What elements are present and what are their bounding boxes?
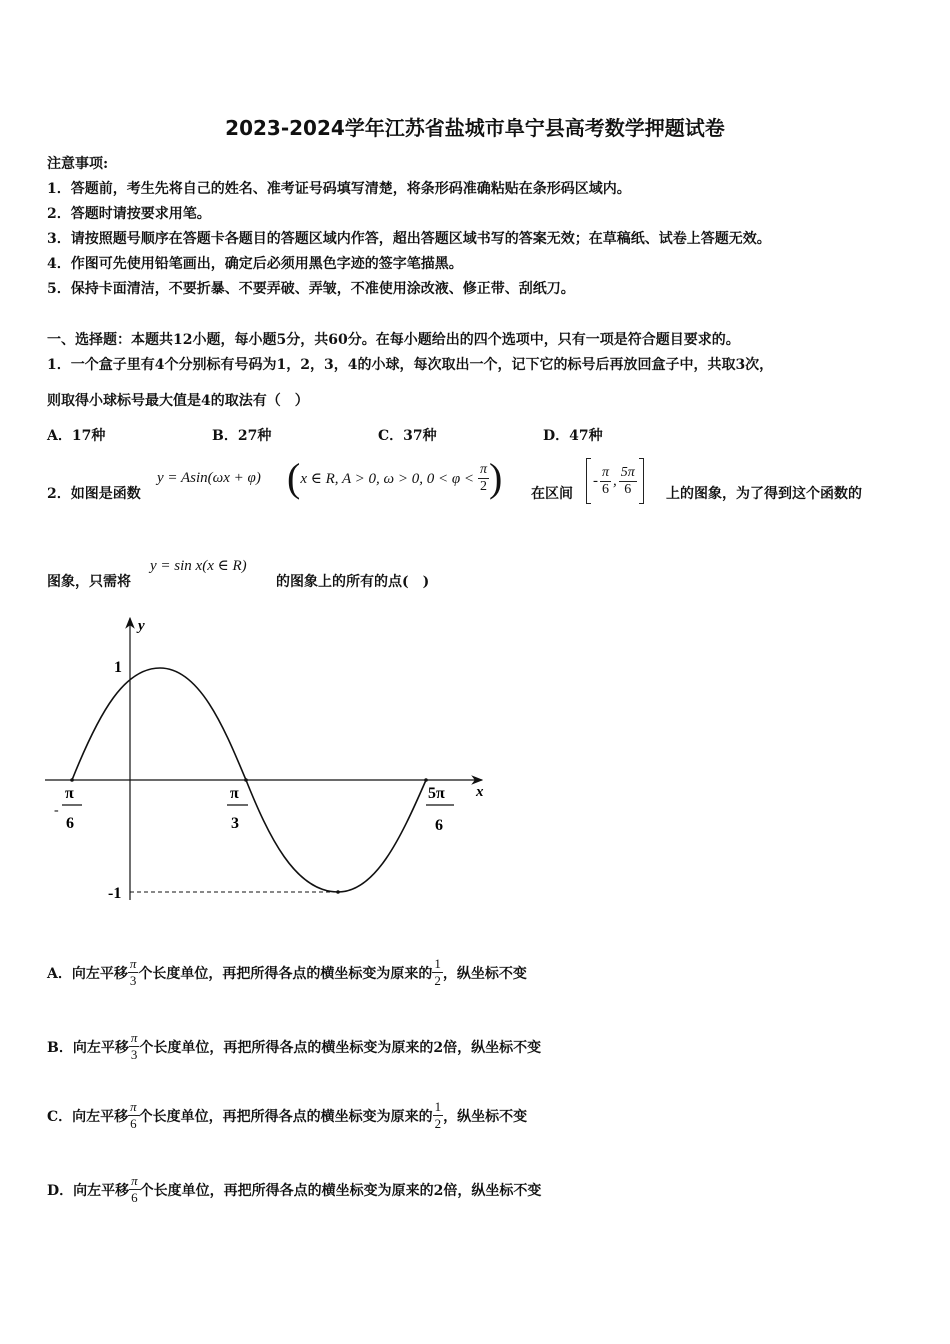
section-heading: 一、选择题：本题共12小题，每小题5分，共60分。在每小题给出的四个选项中，只有一项是符合题目要求的。 bbox=[47, 332, 740, 348]
option-text-end: ，纵坐标不变 bbox=[443, 1108, 528, 1125]
q2-function: y = Asin(ωx + φ) bbox=[157, 470, 261, 486]
fraction-denominator: 2 bbox=[480, 478, 487, 494]
q2-condition-fraction bbox=[478, 462, 489, 495]
fraction-denominator: 6 bbox=[130, 1116, 137, 1131]
interval-left-fraction bbox=[600, 465, 611, 498]
fraction-denominator: 6 bbox=[602, 481, 609, 497]
tick-label-1: 1 bbox=[114, 659, 122, 676]
option-text-end: ，纵坐标不变 bbox=[442, 965, 527, 982]
option-text: 个长度单位，再把所得各点的横坐标变为原来的2倍，纵坐标不变 bbox=[139, 1039, 542, 1056]
fraction-numerator: 1 bbox=[434, 956, 441, 971]
tick-5pi6-den: 6 bbox=[435, 817, 443, 834]
q2-line2-suffix: 的图象上的所有的点( ) bbox=[276, 574, 430, 590]
option-text: 个长度单位，再把所得各点的横坐标变为原来的2倍，纵坐标不变 bbox=[139, 1182, 542, 1199]
fraction-numerator: π bbox=[130, 1099, 137, 1114]
fraction-numerator: 5π bbox=[620, 464, 635, 480]
q2-option-b bbox=[47, 1030, 541, 1063]
q2-condition-text: x ∈ R, A > 0, ω > 0, 0 < φ < bbox=[300, 470, 474, 487]
q2-option-c bbox=[47, 1099, 527, 1132]
zero-point bbox=[424, 778, 428, 782]
q2-prefix: 2．如图是函数 bbox=[47, 486, 141, 502]
fraction-numerator: π bbox=[480, 461, 488, 477]
sine-graph bbox=[40, 600, 500, 910]
q2-option-d bbox=[47, 1173, 541, 1206]
zero-point bbox=[244, 778, 248, 782]
fraction-denominator: 6 bbox=[624, 481, 632, 497]
option-label: A．向左平移 bbox=[47, 965, 128, 982]
option-text: 个长度单位，再把所得各点的横坐标变为原来的 bbox=[138, 1108, 433, 1125]
q2-option-a bbox=[47, 956, 527, 989]
paren-right: ) bbox=[489, 455, 503, 500]
q2-interval bbox=[586, 458, 644, 504]
fraction-denominator: 3 bbox=[130, 1047, 138, 1062]
option-scale-fraction bbox=[433, 1099, 444, 1132]
option-text: 个长度单位，再把所得各点的横坐标变为原来的 bbox=[138, 965, 433, 982]
interval-comma: , bbox=[613, 472, 617, 489]
tick-neg-pi6-num: π bbox=[65, 785, 74, 802]
option-shift-fraction bbox=[129, 1173, 140, 1206]
tick-neg-pi6-den: 6 bbox=[66, 815, 74, 832]
fraction-denominator: 6 bbox=[131, 1190, 138, 1205]
option-shift-fraction bbox=[128, 1099, 139, 1132]
q1-option-a: A．17种 bbox=[47, 428, 106, 444]
tick-pi3-num: π bbox=[230, 785, 239, 802]
notice-item: 3．请按照题号顺序在答题卡各题目的答题区域内作答，超出答题区域书写的答案无效；在草稿纸、试卷上答题无效。 bbox=[47, 231, 771, 247]
fraction-numerator: π bbox=[129, 956, 137, 971]
notice-item: 5．保持卡面清洁，不要折暴、不要弄破、弄皱，不准使用涂改液、修正带、刮纸刀。 bbox=[47, 281, 575, 297]
bracket-right bbox=[639, 458, 644, 504]
notice-heading: 注意事项: bbox=[47, 156, 109, 172]
option-label: B．向左平移 bbox=[47, 1039, 129, 1056]
interval-sign: - bbox=[593, 472, 598, 489]
question-1-line2: 则取得小球标号最大值是4的取法有（ ） bbox=[47, 393, 309, 409]
page-title: 2023-2024学年江苏省盐城市阜宁县高考数学押题试卷 bbox=[225, 116, 725, 140]
tick-5pi6-num: 5π bbox=[428, 785, 445, 802]
y-axis-label: y bbox=[138, 618, 145, 634]
fraction-numerator: π bbox=[130, 1030, 138, 1045]
q1-option-d: D．47种 bbox=[543, 428, 603, 444]
fraction-denominator: 2 bbox=[434, 1116, 442, 1131]
option-label: D．向左平移 bbox=[47, 1182, 130, 1199]
notice-item: 1．答题前，考生先将自己的姓名、准考证号码填写清楚，将条形码准确粘贴在条形码区域内。 bbox=[47, 181, 631, 197]
notice-item: 4．作图可先使用铅笔画出，确定后必须用黑色字迹的签字笔描黑。 bbox=[47, 256, 463, 272]
question-1-line1: 1．一个盒子里有4个分别标有号码为1，2，3，4的小球，每次取出一个，记下它的标号后再放回盒子中，共取3次， bbox=[47, 357, 774, 373]
q1-option-c: C．37种 bbox=[378, 428, 437, 444]
option-label: C．向左平移 bbox=[47, 1108, 129, 1125]
tick-neg-sign: - bbox=[54, 803, 59, 818]
interval-right-fraction bbox=[619, 465, 637, 498]
fraction-denominator: 3 bbox=[129, 973, 137, 988]
q2-condition bbox=[287, 455, 503, 500]
bracket-left bbox=[586, 458, 591, 504]
zero-point bbox=[70, 778, 74, 782]
q2-line2-function: y = sin x(x ∈ R) bbox=[150, 558, 247, 574]
notice-item: 2．答题时请按要求用笔。 bbox=[47, 206, 211, 222]
q2-line2-prefix: 图象，只需将 bbox=[47, 574, 131, 590]
fraction-numerator: π bbox=[131, 1173, 138, 1188]
fraction-numerator: π bbox=[602, 464, 610, 480]
q1-option-b: B．27种 bbox=[212, 428, 272, 444]
q2-suffix: 上的图象，为了得到这个函数的 bbox=[666, 486, 862, 502]
option-shift-fraction bbox=[128, 956, 139, 989]
q2-mid: 在区间 bbox=[531, 486, 573, 502]
tick-label-neg1: -1 bbox=[108, 885, 122, 902]
min-point bbox=[336, 890, 340, 894]
tick-pi3-den: 3 bbox=[231, 815, 239, 832]
x-axis-label: x bbox=[476, 784, 484, 800]
option-scale-fraction bbox=[432, 956, 443, 989]
option-shift-fraction bbox=[129, 1030, 140, 1063]
fraction-numerator: 1 bbox=[434, 1099, 442, 1114]
fraction-denominator: 2 bbox=[434, 973, 441, 988]
paren-left: ( bbox=[287, 455, 301, 500]
